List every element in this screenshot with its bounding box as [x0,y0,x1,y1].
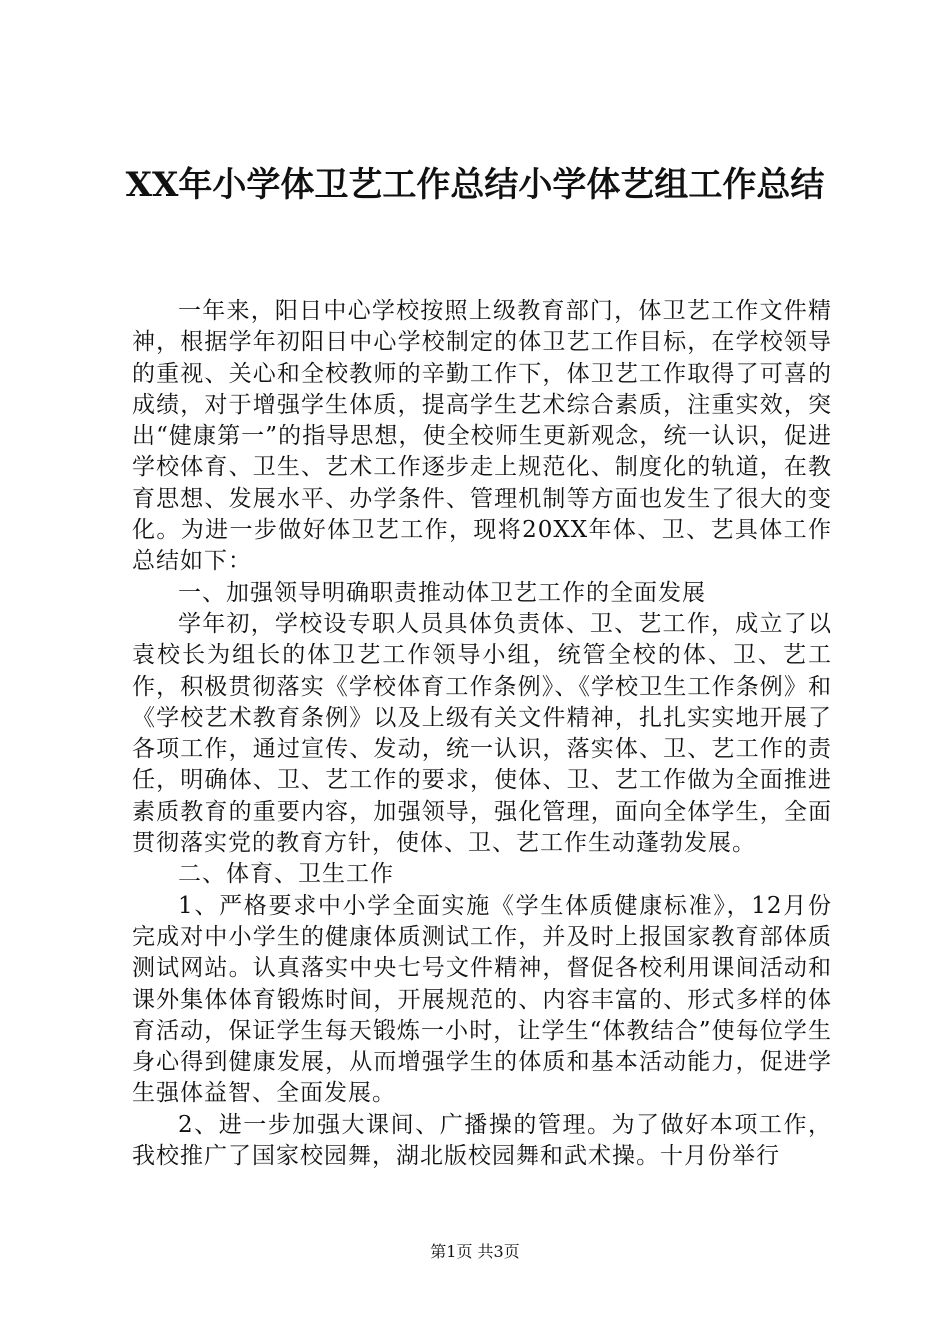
paragraph-intro: 一年来，阳日中心学校按照上级教育部门，体卫艺工作文件精神，根据学年初阳日中心学校制定的体卫艺工作目标，在学校领导的重视、关心和全校教师的辛勤工作下，体卫艺工作取得了可喜的成绩，对于增强学生体质，提高学生艺术综合素质，注重实效，突出“健康第一”的指导思想，使全校师生更新观念，统一认识，促进学校体育、卫生、艺术工作逐步走上规范化、制度化的轨道，在教育思想、发展水平、办学条件、管理机制等方面也发生了很大的变化。为进一步做好体卫艺工作，现将20XX年体、卫、艺具体工作总结如下： [132,298,832,575]
document-body [132,296,832,1172]
paragraph-item-1: 1、严格要求中小学全面实施《学生体质健康标准》，12月份完成对中小学生的健康体质测试工作，并及时上报国家教育部体质测试网站。认真落实中央七号文件精神，督促各校利用课间活动和课外集体体育锻炼时间，开展规范的、内容丰富的、形式多样的体育活动，保证学生每天锻炼一小时，让学生“体教结合”使每位学生身心得到健康发展，从而增强学生的体质和基本活动能力，促进学生强体益智、全面发展。 [132,892,832,1107]
paragraph-leadership: 学年初，学校设专职人员具体负责体、卫、艺工作，成立了以袁校长为组长的体卫艺工作领导小组，统管全校的体、卫、艺工作，积极贯彻落实《学校体育工作条例》、《学校卫生工作条例》和《学校艺术教育条例》以及上级有关文件精神，扎扎实实地开展了各项工作，通过宣传、发动，统一认识，落实体、卫、艺工作的责任，明确体、卫、艺工作的要求，使体、卫、艺工作做为全面推进素质教育的重要内容，加强领导，强化管理，面向全体学生，全面贯彻落实党的教育方针，使体、卫、艺工作生动蓬勃发展。 [132,610,832,857]
section-heading-2: 二、体育、卫生工作 [178,861,394,888]
section-heading-1: 一、加强领导明确职责推动体卫艺工作的全面发展 [178,579,706,606]
paragraph-item-2: 2、进一步加强大课间、广播操的管理。为了做好本项工作，我校推广了国家校园舞，湖北版校园舞和武术操。十月份举行 [132,1111,832,1170]
document-title: XX年小学体卫艺工作总结小学体艺组工作总结 [125,165,825,205]
page-footer: 第1页 共3页 [430,1242,520,1261]
